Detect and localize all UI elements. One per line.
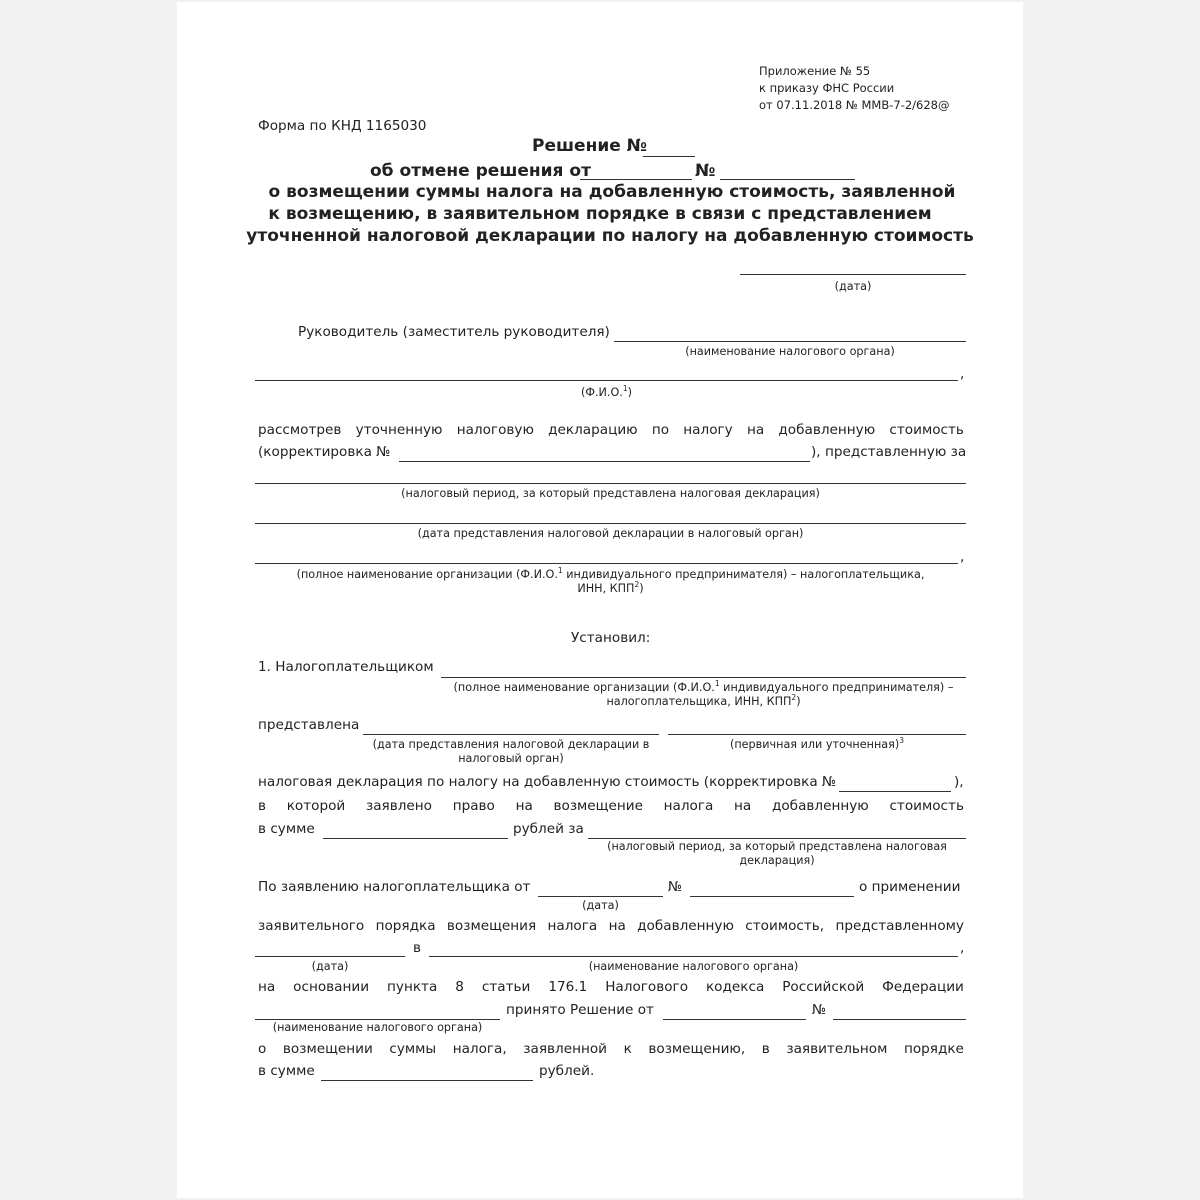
head-name-comma: , [960, 366, 965, 382]
declaration-type-field[interactable] [668, 734, 966, 735]
appendix-line-2: к приказу ФНС России [759, 81, 895, 95]
head-name-field[interactable] [255, 380, 958, 381]
declaration-type-caption: (первичная или уточненная)$^3$ [730, 736, 904, 751]
p2-label: По заявлению налогоплательщика от [258, 879, 531, 895]
p1-correction-field[interactable] [839, 791, 951, 792]
tax-period-field[interactable] [255, 483, 966, 484]
deciding-authority-field[interactable] [255, 1019, 500, 1020]
tax-period-caption: (налоговый период, за который представлена налоговая декларация) [401, 487, 820, 500]
deciding-authority-caption: (наименование налогового органа) [272, 1021, 483, 1034]
appendix-line-3: от 07.11.2018 № ММВ-7-2/628@ [759, 98, 950, 112]
tax-authority-field[interactable] [614, 341, 966, 342]
title-line-3: о возмещении суммы налога на добавленную стоимость, заявленной [268, 182, 956, 202]
p1-label: 1. Налогоплательщиком [258, 659, 434, 675]
p1-period-field[interactable] [588, 838, 966, 839]
p1-period-caption: (налоговый период, за который представлена налоговая декларация) [607, 840, 947, 867]
decision-from-label: принято Решение от [506, 1002, 654, 1018]
head-label: Руководитель (заместитель руководителя) [298, 324, 610, 340]
submission-date-field[interactable] [255, 523, 966, 524]
claimed-line: в которой заявлено право на возмещение налога на добавленную стоимость [258, 798, 964, 814]
rubles-label: рублей. [539, 1063, 595, 1079]
p2-authority-field[interactable] [429, 956, 958, 957]
correction-label: (корректировка № [258, 444, 391, 460]
p2-number-sign: № [668, 879, 683, 895]
cancelled-decision-number-field[interactable] [720, 179, 855, 180]
in-label: в [413, 940, 422, 956]
decision-number-field[interactable] [643, 156, 695, 157]
p2-date-caption: (дата) [311, 960, 349, 973]
form-code: Форма по КНД 1165030 [258, 118, 427, 134]
p2-sum-label: в сумме [258, 1063, 315, 1079]
refund-line: о возмещении суммы налога, заявленной к возмещению, в заявительном порядке [258, 1041, 964, 1057]
taxpayer-comma: , [960, 549, 965, 565]
rubles-for-label: рублей за [513, 821, 584, 837]
presented-label: представлена [258, 717, 360, 733]
decision-date-caption: (дата) [834, 280, 872, 293]
order-line: заявительного порядка возмещения налога на добавленную стоимость, представленному [258, 918, 964, 934]
p2-number-sign-2: № [812, 1002, 827, 1018]
title-line-4: к возмещению, в заявительном порядке в связи с представлением [268, 204, 932, 224]
correction-end: ), представленную за [811, 444, 967, 460]
title-line-5: уточненной налоговой декларации по налогу на добавленную стоимость [246, 226, 974, 246]
application-date-field[interactable] [538, 896, 663, 897]
application-number-field[interactable] [690, 896, 854, 897]
p1-taxpayer-field[interactable] [441, 677, 966, 678]
decision-date-field[interactable] [740, 274, 966, 275]
application-date-caption: (дата) [582, 899, 619, 912]
cancelled-decision-date-field[interactable] [580, 179, 692, 180]
declaration-end: ), [954, 774, 964, 790]
taxpayer-caption: (полное наименование организации (Ф.И.О.$^1$ индивидуального предпринимателя) – налогоплательщика, ИНН, КПП$^2$) [296, 566, 925, 595]
title-line-2b: № [695, 161, 716, 181]
head-name-caption: (Ф.И.О.$^1$) [581, 384, 632, 399]
established-heading: Установил: [571, 630, 651, 646]
taxpayer-field[interactable] [255, 563, 958, 564]
reviewed-line: рассмотрев уточненную налоговую декларацию по налогу на добавленную стоимость [258, 422, 964, 438]
apply-label: о применении [859, 879, 961, 895]
basis-line: на основании пункта 8 статьи 176.1 Налогового кодекса Российской Федерации [258, 979, 964, 995]
title-line-1: Решение № [532, 136, 648, 156]
p2-comma: , [960, 940, 965, 956]
refund-decision-date-field[interactable] [663, 1019, 806, 1020]
refund-decision-number-field[interactable] [833, 1019, 966, 1020]
p2-date-field[interactable] [255, 956, 405, 957]
correction-number-field[interactable] [399, 461, 810, 462]
appendix-line-1: Приложение № 55 [759, 64, 871, 78]
refund-sum-field[interactable] [321, 1080, 533, 1081]
declaration-text: налоговая декларация по налогу на добавленную стоимость (корректировка № [258, 774, 837, 790]
tax-authority-caption: (наименование налогового органа) [685, 345, 895, 358]
p1-date-caption: (дата представления налоговой декларации в налоговый орган) [372, 738, 650, 765]
submission-date-caption: (дата представления налоговой декларации в налоговый орган) [417, 527, 804, 540]
title-line-2a: об отмене решения от [370, 161, 591, 181]
p2-authority-caption: (наименование налогового органа) [588, 960, 799, 973]
p1-sum-field[interactable] [323, 838, 508, 839]
p1-sum-label: в сумме [258, 821, 315, 837]
p1-date-field[interactable] [363, 734, 659, 735]
p1-taxpayer-caption: (полное наименование организации (Ф.И.О.$^1$ индивидуального предпринимателя) – налогоплательщика, ИНН, КПП$^2$) [453, 679, 954, 708]
